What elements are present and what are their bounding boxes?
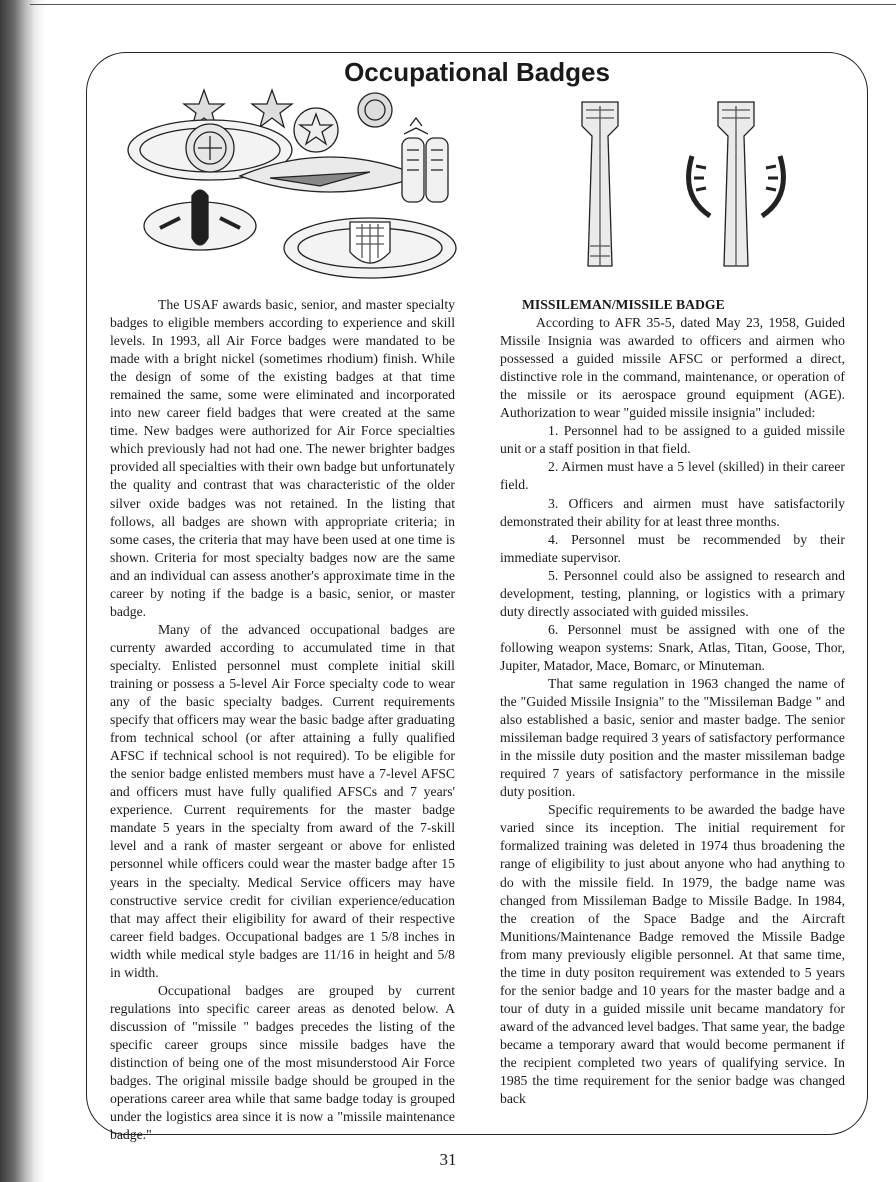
paragraph: That same regulation in 1963 changed the name of the "Guided Missile Insignia" to the "Missileman Badge " and also established a basic, senior and master badge. The senior missileman badge required 3 years of satisfactory performance in the missile duty position and the master missileman badge required 7 years of satisfactory performance in the missile duty position. [500,675,845,800]
page-number: 31 [439,1150,457,1169]
list-item: 3. Officers and airmen must have satisfactorily demonstrated their ability for at least three months. [500,495,845,529]
star-icon [252,90,292,127]
list-item: 6. Personnel must be assigned with one of the following weapon systems: Snark, Atlas, Titan, Goose, Thor, Jupiter, Matador, Mace, Bomarc, or Minuteman. [500,621,845,673]
occupational-badges-illustration [120,88,480,288]
paragraph: The USAF awards basic, senior, and master specialty badges to eligible members according to experience and skill levels. In 1993, all Air Force badges were mandated to be made with a bright nickel (sometimes rhodium) finish. While the design of some of the existing badges at that time remained the same, some were eliminated and incorporated into new career field badges that were created at the same time. New badges were authorized for Air Force specialties which previously had not had one. The newer brighter badges provided all specialties with their own badge but unfortunately the quality and contrast that was characteristic of the older silver oxide badges was not retained. In the listing that follows, all badges are shown with appropriate criteria; in some cases, the criteria that may have been used at one time is shown. Criteria for most specialty badges now are the same and an individual can assess another's approximate time in the career by noting if the badge is a basic, senior, or master badge. [110,297,455,619]
paragraph: According to AFR 35-5, dated May 23, 1958, Guided Missile Insignia was awarded to officers and airmen who possessed a guided missile AFSC or performed a direct, distinctive role in the command, maintenance, or operation of the missile or its aerospace ground equipment (AGE). Authorization to wear "guided missile insignia" included: [500,315,845,421]
list-item: 4. Personnel must be recommended by their immediate supervisor. [500,531,845,565]
list-item: 1. Personnel had to be assigned to a guided missile unit or a staff position in that field. [500,423,845,457]
paragraph: Many of the advanced occupational badges are currenty awarded according to accumulated time in that specialty. Enlisted personnel must complete initial skill training or possess a 5-level Air Force specialty code to wear any of the basic specialty badges. Current requirements specify that officers may wear the basic badge after graduating from technical school (or after attaining a fully qualified AFSC if technical school is not required). To be eligible for the senior badge enlisted members must have a 7-level AFSC and officers must have fully qualified AFSCs and 7 years' experience. Current requirements for the master badge mandate 5 years in the specialty from award of the 7-skill level and a rank of master sergeant or above for enlisted personnel while officers could wear the master badge after 15 years in the specialty. Medical Service officers may have constructive service credit for civilian experience/education that may affect their eligibility for award of their respective career field badges. Occupational badges are 1 5/8 inches in width while medical style badges are 11/16 in height and 5/8 in width. [110,621,455,980]
paragraph: Specific requirements to be awarded the badge have varied since its inception. The initial requirement for formalized training was deleted in 1974 thus broadening the range of eligibility to just about anyone who had anything to do with the missile field. In 1979, the badge name was changed from Missileman Badge to Missile Badge. In 1984, the creation of the Space Badge and the Aircraft Munitions/Maintenance Badge removed the Missile Badge from many previously eligible personnel. At that same time, the time in duty positon requirement was extended to 5 years for the senior badge and 10 years for the master badge and a tour of duty in a guided missile unit became mandatory for award of the advanced level badges. That same year, the badge became a temporary award that would become permanent if the recipient completed two years of qualifying service. In 1985 the time requirement for the senior badge was changed back [500,802,845,1107]
paragraph: Occupational badges are grouped by current regulations into specific career areas as denoted below. A discussion of "missile " badges precedes the listing of the specific career groups since missile badges have the distinction of being one of the most misunderstood Air Force badges. The original missile badge should be grouped in the operations career area while that same badge today is grouped under the logistics area since it is now a "missile maintenance badge." [110,982,455,1143]
top-rule [30,4,896,5]
missile-badges-illustration [560,96,820,276]
list-item: 2. Airmen must have a 5 level (skilled) in their career field. [500,459,845,493]
left-column [110,296,455,1144]
right-column [500,296,845,1108]
list-item: 5. Personnel could also be assigned to research and development, testing, planning, or logistics with a primary duty directly associated with guided missiles. [500,567,845,619]
section-heading: MISSILEMAN/MISSILE BADGE [522,297,725,312]
page-title: Occupational Badges [344,57,610,87]
book-binding-shadow [0,0,46,1182]
